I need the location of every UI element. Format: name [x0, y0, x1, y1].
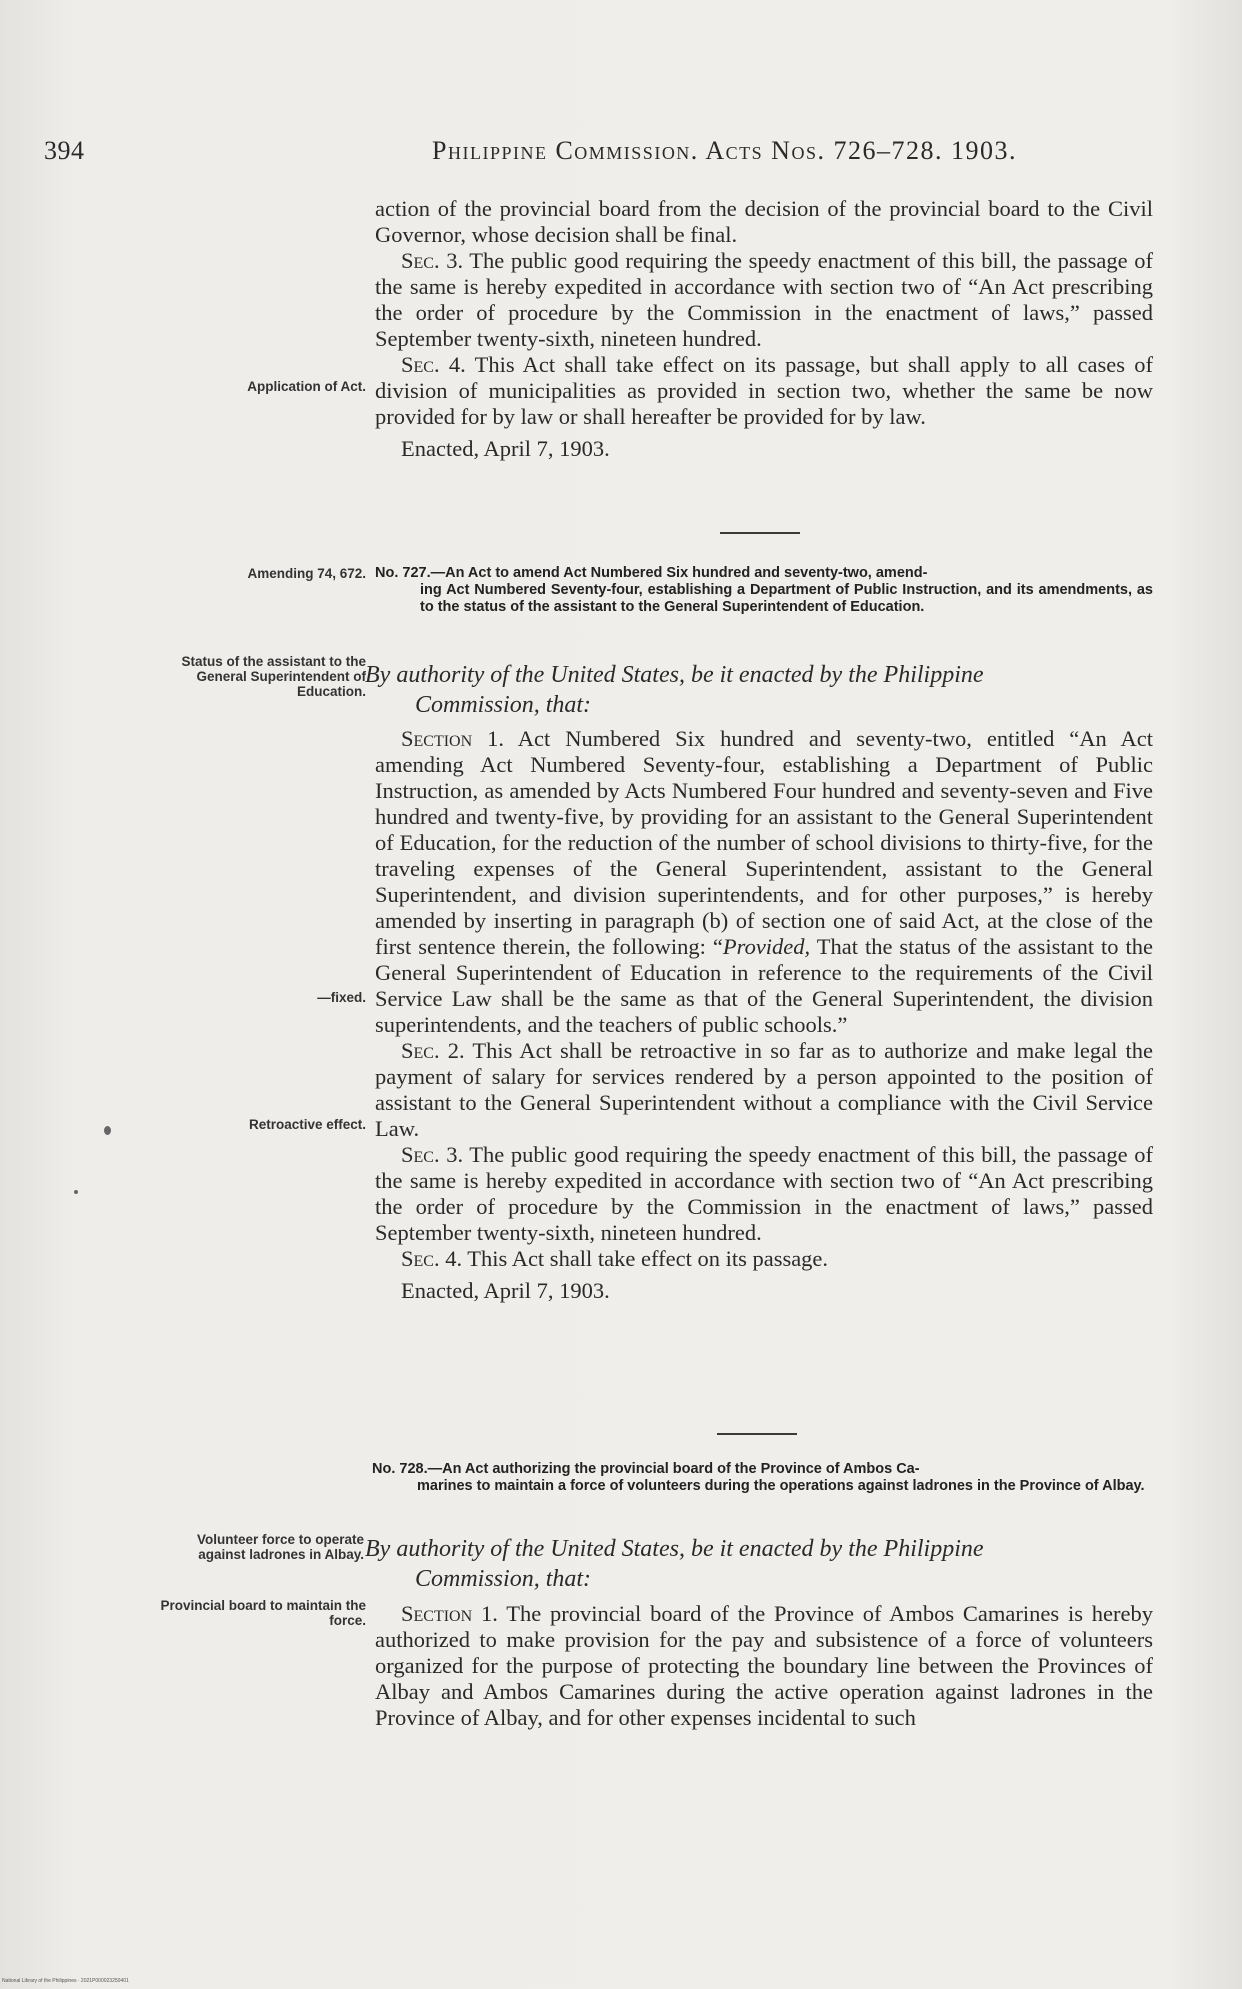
section-1-paragraph [375, 1601, 1153, 1731]
margin-note-retroactive: Retroactive effect. [248, 1117, 366, 1132]
margin-note-volunteer: Volunteer force to operate against ladrones in Albay. [196, 1532, 364, 1562]
section-text: This Act shall be retroactive in so far as to authorize and make legal the payment of salary for services rendered by a person appointed to the position of assistant to the General Superintendent without a compliance with the Civil Service Law. [375, 1038, 1154, 1141]
act-726-continuation [375, 196, 1153, 462]
section-label: Sec. 4. [401, 352, 466, 377]
act-728-title [372, 1461, 1153, 1495]
provided-word: Provided, [722, 934, 811, 959]
page-header [44, 136, 1144, 176]
section-label: Sec. 4. [401, 1246, 463, 1271]
enacted-date: Enacted, April 7, 1903. [401, 1278, 610, 1303]
act-728-title-line [372, 1461, 1153, 1478]
section-divider [720, 532, 800, 534]
section-4-paragraph [375, 352, 1153, 430]
section-label: Sec. 3. [401, 248, 464, 273]
scan-speck [74, 1190, 78, 1194]
section-divider [717, 1433, 797, 1435]
enacting-clause-line-2: Commission, that: [415, 692, 592, 718]
act-727-enacting-clause [365, 660, 1155, 720]
margin-note-status: Status of the assistant to the General Superintendent of Education. [181, 654, 366, 699]
margin-note-application: Application of Act. [247, 379, 366, 394]
section-label: Section 1. [401, 726, 505, 751]
act-727-title-first: —An Act to amend Act Numbered Six hundred and seventy-two, amend- [430, 565, 928, 581]
act-727-title-line [375, 565, 1153, 582]
margin-note-fixed: —fixed. [317, 990, 366, 1005]
act-728-title-rest: marines to maintain a force of volunteers during the operations against ladrones in the Province of Albay. [417, 1478, 1145, 1494]
section-4-paragraph [375, 1246, 1153, 1272]
section-text: Act Numbered Six hundred and seventy-two, entitled “An Act amending Act Numbered Seventy-four, establishing a Department of Public Instruction, as amended by Acts Numbered Four hundred and seventy-seven and Five hundred and twenty-five, by providing for an assistant to the General Superintendent of Education, for the reduction of the number of school divisions to thirty-five, for the traveling expenses of the General Superintendent, assistant to the General Superintendent, and division superintendents, and for other purposes,” is hereby amended by inserting in paragraph (b) of section one of said Act, at the close of the first sentence therein, the following: “ [375, 726, 1153, 959]
act-728-enacting-clause [365, 1534, 1155, 1594]
act-727-title [375, 565, 1153, 616]
section-text: This Act shall take effect on its passage, but shall apply to all cases of division of municipalities as provided in section two, whether the same be now provided for by law or shall hereafter be provided for by law. [375, 352, 1153, 429]
scan-speck [104, 1126, 111, 1135]
act-728-title-first: —An Act authorizing the provincial board of the Province of Ambos Ca- [427, 1461, 920, 1477]
section-text: The provincial board of the Province of Ambos Camarines is hereby authorized to make provision for the pay and subsistence of a force of volunteers organized for the purpose of protecting the boundary line between the Provinces of Albay and Ambos Camarines during the active operation against ladrones in the Province of Albay, and for other expenses incidental to such [375, 1601, 1153, 1730]
section-label: Section 1. [401, 1601, 498, 1626]
section-text: The public good requiring the speedy enactment of this bill, the passage of the same is hereby expedited in accordance with section two of “An Act prescribing the order of procedure by the Commission in the enactment of laws,” passed September twenty-sixth, nineteen hundred. [375, 248, 1153, 351]
running-head: Philippine Commission. Acts Nos. 726–728. 1903. [432, 136, 1017, 165]
scan-footer: National Library of the Philippines · 2021P000023250401 [2, 1978, 129, 1984]
paragraph: action of the provincial board from the decision of the provincial board to the Civil Governor, whose decision shall be final. [375, 196, 1153, 247]
section-1-paragraph [375, 726, 1153, 1038]
section-2-paragraph [375, 1038, 1153, 1142]
enacted-date: Enacted, April 7, 1903. [401, 436, 610, 461]
act-728-body [375, 1601, 1153, 1731]
act-727-body [375, 726, 1153, 1304]
enacting-clause-line-2: Commission, that: [415, 1566, 592, 1592]
page-number: 394 [44, 136, 85, 165]
enacting-clause-line-1: By authority of the United States, be it enacted by the Philippine [365, 1536, 984, 1562]
section-3-paragraph [375, 1142, 1153, 1246]
act-728-number: No. 728. [372, 1461, 428, 1477]
section-label: Sec. 3. [401, 1142, 464, 1167]
section-text-end: That the status of the assistant to the General Superintendent of Education in reference to the requirements of the Civil Service Law shall be the same as that of the General Superintendent, the division superintendents, and the teachers of public schools.” [375, 934, 1154, 1037]
section-text: The public good requiring the speedy enactment of this bill, the passage of the same is hereby expedited in accordance with section two of “An Act prescribing the order of procedure by the Commission in the enactment of laws,” passed September twenty-sixth, nineteen hundred. [375, 1142, 1153, 1245]
section-3-paragraph [375, 248, 1153, 352]
margin-note-amending: Amending 74, 672. [247, 566, 366, 581]
margin-note-provincial: Provincial board to maintain the force. [160, 1598, 366, 1628]
enacting-clause-line-1: By authority of the United States, be it enacted by the Philippine [365, 662, 984, 688]
section-text: This Act shall take effect on its passage. [462, 1246, 829, 1271]
act-727-title-rest: ing Act Numbered Seventy-four, establishing a Department of Public Instruction, and its amendments, as to the status of the assistant to the General Superintendent of Education. [420, 582, 1153, 615]
act-727-number: No. 727. [375, 565, 431, 581]
section-label: Sec. 2. [401, 1038, 465, 1063]
